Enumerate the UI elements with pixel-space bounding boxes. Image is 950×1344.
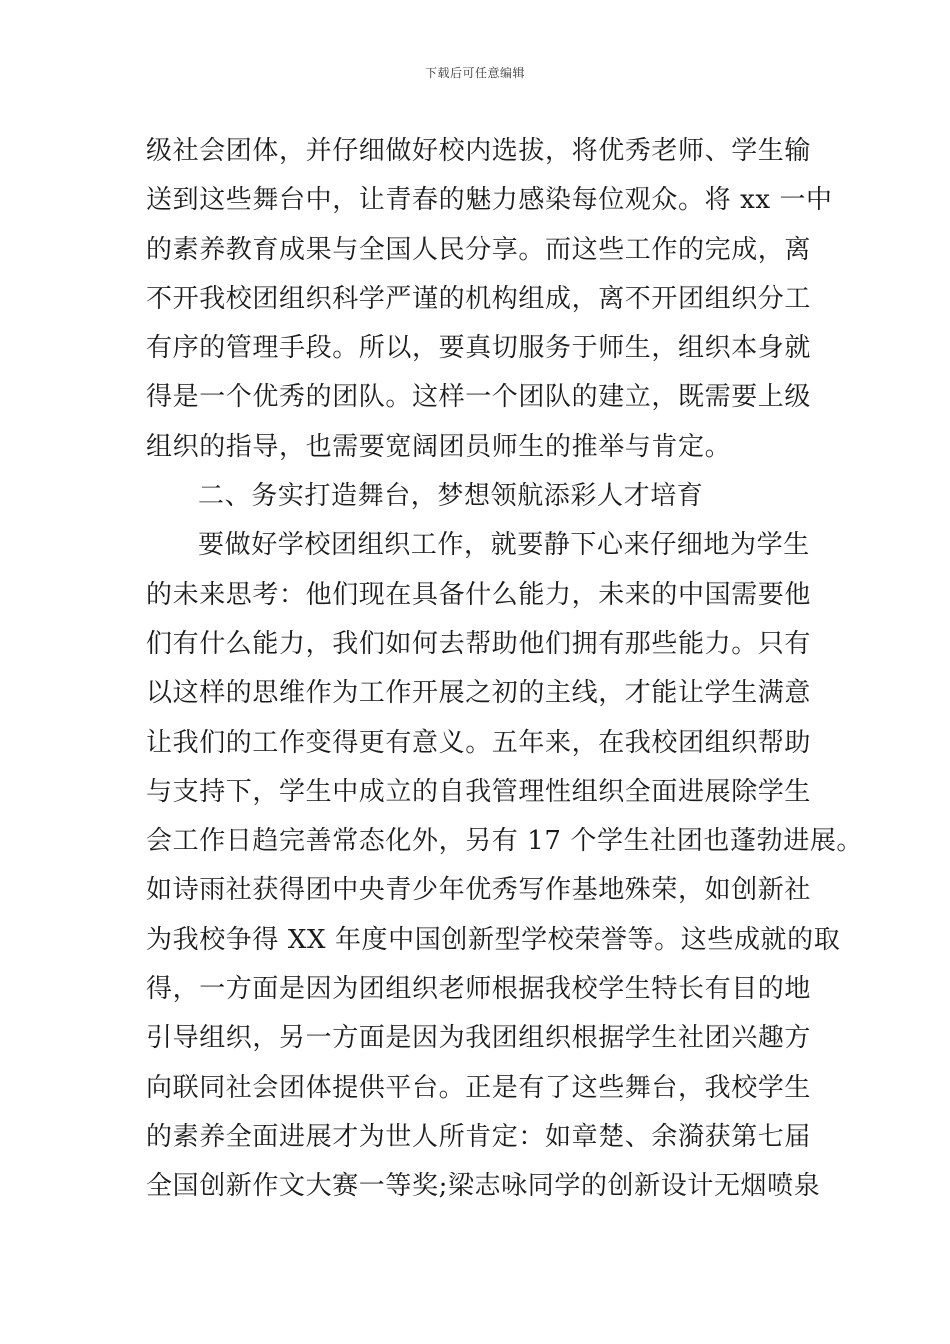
section-heading: 二、务实打造舞台，梦想领航添彩人才培育 [198, 481, 704, 512]
text-line: 如诗雨社获得团中央青少年优秀写作基地殊荣，如创新社 [146, 875, 812, 906]
text-line: 有序的管理手段。所以，要真切服务于师生，组织本身就 [146, 333, 812, 364]
text-line: 让我们的工作变得更有意义。五年来，在我校团组织帮助 [146, 727, 812, 758]
text-line: 得是一个优秀的团队。这样一个团队的建立，既需要上级 [146, 382, 812, 413]
text-line: 以这样的思维作为工作开展之初的主线，才能让学生满意 [146, 678, 812, 709]
text-line: 引导组织，另一方面是因为我团组织根据学生社团兴趣方 [146, 1023, 812, 1054]
text-line: 会工作日趋完善常态化外，另有 17 个学生社团也蓬勃进展。 [146, 826, 864, 857]
text-line: 们有什么能力，我们如何去帮助他们拥有那些能力。只有 [146, 628, 812, 659]
text-line: 不开我校团组织科学严谨的机构组成，离不开团组织分工 [146, 283, 812, 314]
page-header: 下载后可任意编辑 [424, 66, 525, 80]
text-line: 为我校争得 XX 年度中国创新型学校荣誉等。这些成就的取 [146, 924, 841, 955]
text-line: 送到这些舞台中，让青春的魅力感染每位观众。将 xx 一中 [146, 185, 833, 216]
text-line: 级社会团体，并仔细做好校内选拔，将优秀老师、学生输 [146, 136, 812, 166]
text-line: 向联同社会团体提供平台。正是有了这些舞台，我校学生 [146, 1072, 812, 1103]
text-line: 组织的指导，也需要宽阔团员师生的推举与肯定。 [146, 431, 732, 462]
text-line: 得，一方面是因为团组织老师根据我校学生特长有目的地 [146, 974, 812, 1005]
text-line: 的未来思考：他们现在具备什么能力，未来的中国需要他 [146, 579, 812, 610]
text-line: 的素养全面进展才为世人所肯定：如章楚、余漪获第七届 [146, 1121, 812, 1152]
text-line: 全国创新作文大赛一等奖;梁志咏同学的创新设计无烟喷泉 [146, 1171, 821, 1202]
paragraph-start-line: 要做好学校团组织工作，就要静下心来仔细地为学生 [198, 530, 810, 561]
text-line: 的素养教育成果与全国人民分享。而这些工作的完成，离 [146, 234, 812, 265]
text-line: 与支持下，学生中成立的自我管理性组织全面进展除学生 [146, 776, 812, 807]
document-body [146, 127, 864, 1212]
